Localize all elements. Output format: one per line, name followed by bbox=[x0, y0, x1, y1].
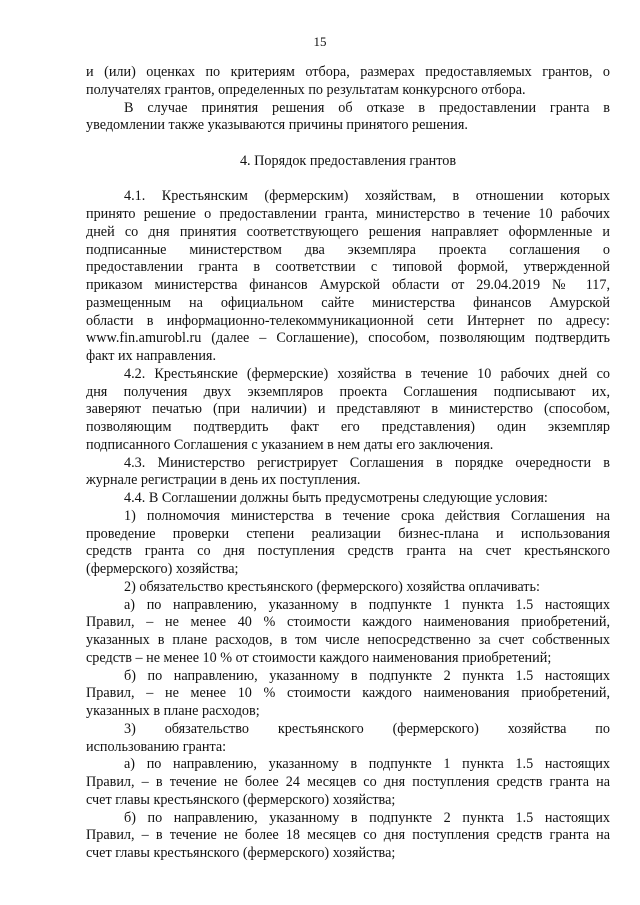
spacer bbox=[86, 135, 610, 153]
text-line: и (или) оценках по критериям отбора, размерах предоставляемых грантов, о bbox=[86, 64, 610, 80]
text-line: дней со дня принятия соответствующего решения направляет оформленные и bbox=[86, 223, 610, 240]
text-line: счет главы крестьянского (фермерского) хозяйства; bbox=[86, 791, 396, 808]
paragraph-block-main bbox=[86, 188, 610, 863]
text-line: принято решение о предоставлении гранта, министерство в течение 10 рабочих bbox=[86, 206, 610, 222]
text-line: средств гранта со дня поступления средств гранта на счет крестьянского bbox=[86, 543, 610, 560]
text-line: Правил, – в течение не более 18 месяцев со дня поступления средств гранта на bbox=[86, 827, 610, 844]
text-line: журнале регистрации в день их поступления. bbox=[86, 472, 361, 489]
text-line: счет главы крестьянского (фермерского) хозяйства; bbox=[86, 845, 396, 861]
text-line: В случае принятия решения об отказе в предоставлении гранта в bbox=[124, 99, 610, 116]
text-line: приказом министерства финансов Амурской области от 29.04.2019 № 117, bbox=[86, 277, 610, 293]
spacer bbox=[86, 171, 610, 189]
text-line: 3) обязательство крестьянского (фермерского) хозяйства по bbox=[124, 720, 610, 737]
text-line: средств – не менее 10 % от стоимости каждого наименования приобретений; bbox=[86, 649, 552, 666]
text-line: Правил, – в течение не более 24 месяцев со дня поступления средств гранта на bbox=[86, 774, 610, 790]
section-heading: 4. Порядок предоставления грантов bbox=[239, 152, 457, 169]
text-line: 4.3. Министерство регистрирует Соглашения в порядке очередности в bbox=[124, 454, 610, 471]
text-line: уведомлении также указываются причины принятого решения. bbox=[86, 117, 468, 134]
text-line: использованию гранта: bbox=[86, 738, 227, 755]
text-line: 4.2. Крестьянские (фермерские) хозяйства в течение 10 рабочих дней со bbox=[124, 365, 610, 382]
text-line: указанных в плане расходов, в том числе непосредственно за счет собственных bbox=[86, 632, 610, 648]
text-line: а) по направлению, указанному в подпункте 1 пункта 1.5 настоящих bbox=[124, 596, 610, 613]
text-line: 4.4. В Соглашении должны быть предусмотрены следующие условия: bbox=[124, 490, 548, 506]
text-line: б) по направлению, указанному в подпункте 2 пункта 1.5 настоящих bbox=[124, 667, 610, 684]
text-line: Правил, – не менее 10 % стоимости каждого наименования приобретений, bbox=[86, 685, 610, 702]
text-line: предоставлении гранта в соответствии с типовой формой, утвержденной bbox=[86, 259, 610, 276]
text-line: проведение проверки степени реализации бизнес-плана и использования bbox=[86, 525, 610, 542]
text-line: (фермерского) хозяйства; bbox=[86, 561, 239, 577]
text-line: Правил, – не менее 40 % стоимости каждого наименования приобретений, bbox=[86, 614, 610, 631]
page-number: 15 bbox=[313, 34, 327, 49]
text-line: 4.1. Крестьянским (фермерским) хозяйствам, в отношении которых bbox=[124, 188, 610, 205]
text-line: размещенным на официальном сайте министерства финансов Амурской bbox=[86, 294, 610, 311]
text-line: 1) полномочия министерства в течение срока действия Соглашения на bbox=[124, 507, 610, 524]
paragraph-block-top bbox=[86, 64, 610, 135]
text-line: подписанные министерством два экземпляра проекта соглашения о bbox=[86, 241, 610, 258]
text-line: позволяющим подтвердить факт его представления) один экземпляр bbox=[86, 419, 610, 435]
text-line: факт их направления. bbox=[86, 348, 217, 364]
document-body bbox=[86, 64, 610, 863]
text-line: получателях грантов, определенных по результатам конкурсного отбора. bbox=[86, 81, 526, 98]
text-line: www.fin.amurobl.ru (далее – Соглашение), способом, позволяющим подтвердить bbox=[86, 330, 610, 347]
text-line: б) по направлению, указанному в подпункте 2 пункта 1.5 настоящих bbox=[124, 809, 610, 826]
text-line: заверяют печатью (при наличии) и представляют в министерство (способом, bbox=[86, 401, 610, 418]
text-line: области в информационно-телекоммуникационной сети Интернет по адресу: bbox=[86, 312, 610, 329]
text-line: 2) обязательство крестьянского (фермерского) хозяйства оплачивать: bbox=[124, 578, 540, 595]
text-line: дня получения двух экземпляров проекта Соглашения подписывают их, bbox=[86, 383, 610, 400]
text-line: а) по направлению, указанному в подпункте 1 пункта 1.5 настоящих bbox=[124, 756, 610, 773]
text-line: указанных в плане расходов; bbox=[86, 703, 260, 719]
text-line: подписанного Соглашения с указанием в нем даты его заключения. bbox=[86, 436, 494, 453]
